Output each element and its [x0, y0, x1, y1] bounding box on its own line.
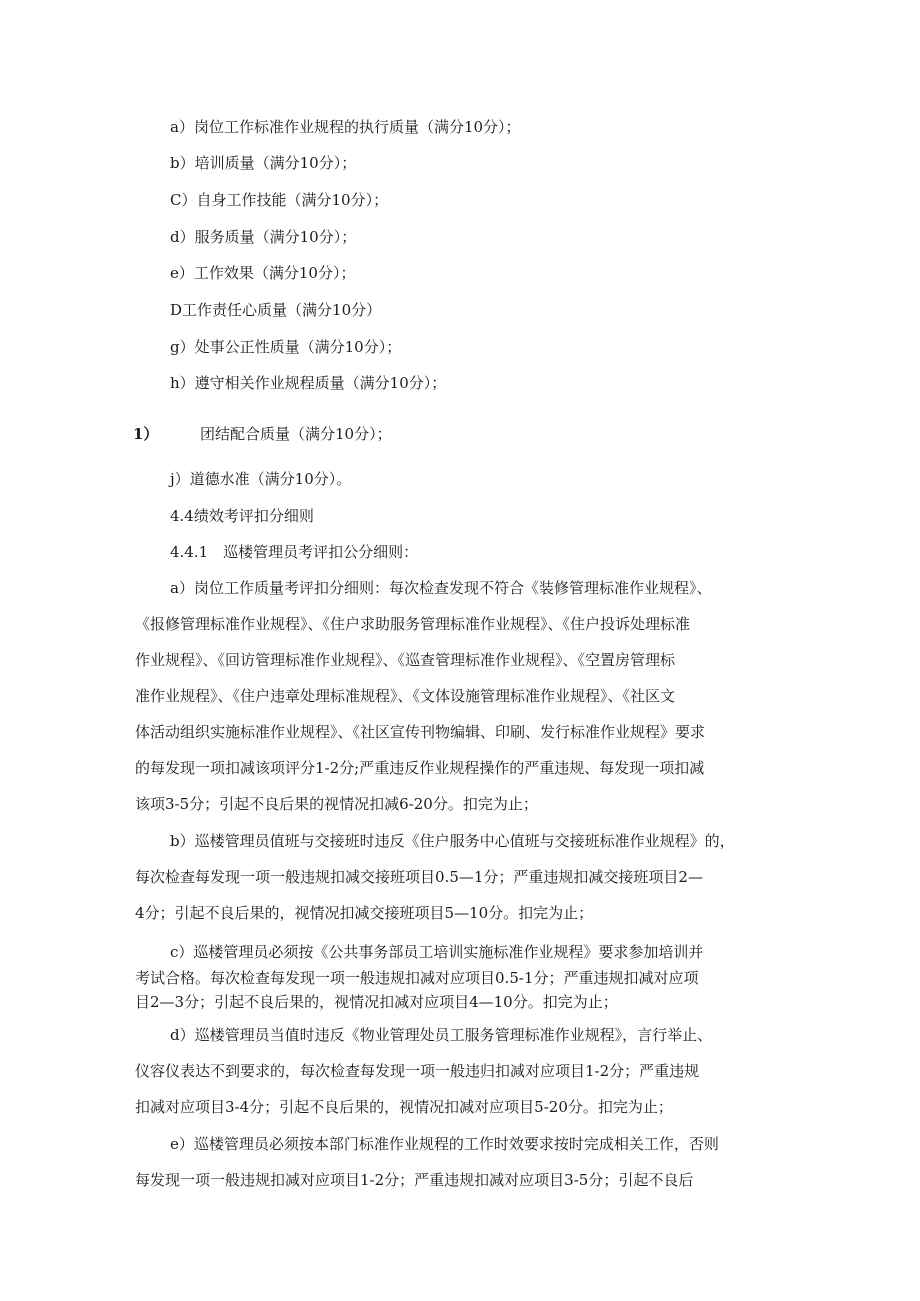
criterion-c: C）自身工作技能（满分10分）； — [170, 191, 389, 209]
para-b-line: b）巡楼管理员值班与交接班时违反《住户服务中心值班与交接班标准作业规程》的， — [170, 832, 735, 850]
para-a-line: 准作业规程》、《住户违章处理标准规程》、《文体设施管理标准作业规程》、《社区文 — [135, 687, 676, 705]
para-d-line: 扣减对应项目3-4分；引起不良后果的，视情况扣减对应项目5-20分。扣完为止； — [135, 1098, 673, 1116]
criterion-j: j）道德水准（满分10分）。 — [170, 470, 352, 488]
section-title: 4.4绩效考评扣分细则 — [170, 507, 314, 525]
para-a-line: 《报修管理标准作业规程》、《住户求助服务管理标准作业规程》、《住户投诉处理标准 — [135, 615, 691, 633]
criterion-i-label: 1） — [133, 425, 159, 443]
para-a-line: 该项3-5分；引起不良后果的视情况扣减6-20分。扣完为止； — [135, 795, 538, 813]
para-a-line: 的每发现一项扣减该项评分1-2分;严重违反作业规程操作的严重违规、每发现一项扣减 — [135, 759, 705, 777]
criterion-e: e）工作效果（满分10分）； — [170, 264, 356, 282]
criterion-a: a）岗位工作标准作业规程的执行质量（满分10分）； — [170, 118, 521, 136]
para-d-line: 仪容仪表达不到要求的，每次检查每发现一项一般违归扣减对应项目1-2分；严重违规 — [135, 1062, 700, 1080]
para-d-line: d）巡楼管理员当值时违反《物业管理处员工服务管理标准作业规程》，言行举止、 — [170, 1026, 713, 1044]
para-a-line: 体活动组织实施标准作业规程》、《社区宣传刊物编辑、印刷、发行标准作业规程》要求 — [135, 723, 706, 741]
criterion-h: h）遵守相关作业规程质量（满分10分）； — [170, 374, 447, 392]
criterion-f: D工作责任心质量（满分10分） — [170, 301, 382, 319]
criterion-g: g）处事公正性质量（满分10分）； — [170, 338, 402, 356]
subsection-title: 4.4.1 巡楼管理员考评扣公分细则： — [170, 543, 419, 561]
para-b-line: 4分；引起不良后果的，视情况扣减交接班项目5—10分。扣完为止； — [135, 904, 594, 922]
criterion-i: 团结配合质量（满分10分）； — [200, 425, 392, 443]
criterion-d: d）服务质量（满分10分）； — [170, 228, 357, 246]
para-c-line: c）巡楼管理员必须按《公共事务部员工培训实施标准作业规程》要求参加培训并 — [170, 943, 704, 961]
para-a-line: 作业规程》、《回访管理标准作业规程》、《巡查管理标准作业规程》、《空置房管理标 — [135, 651, 676, 669]
para-c-line: 考试合格。每次检查每发现一项一般违规扣减对应项目0.5-1分；严重违规扣减对应项 — [135, 969, 699, 987]
para-a-line: a）岗位工作质量考评扣分细则：每次检查发现不符合《装修管理标准作业规程》、 — [170, 579, 712, 597]
para-c-line: 目2—3分；引起不良后果的，视情况扣减对应项目4—10分。扣完为止； — [135, 993, 618, 1011]
criterion-b: b）培训质量（满分10分）； — [170, 154, 357, 172]
para-e-line: e）巡楼管理员必须按本部门标准作业规程的工作时效要求按时完成相关工作，否则 — [170, 1135, 719, 1153]
para-e-line: 每发现一项一般违规扣减对应项目1-2分；严重违规扣减对应项目3-5分；引起不良后 — [135, 1171, 694, 1189]
para-b-line: 每次检查每发现一项一般违规扣减交接班项目0.5—1分；严重违规扣减交接班项目2— — [135, 868, 703, 886]
